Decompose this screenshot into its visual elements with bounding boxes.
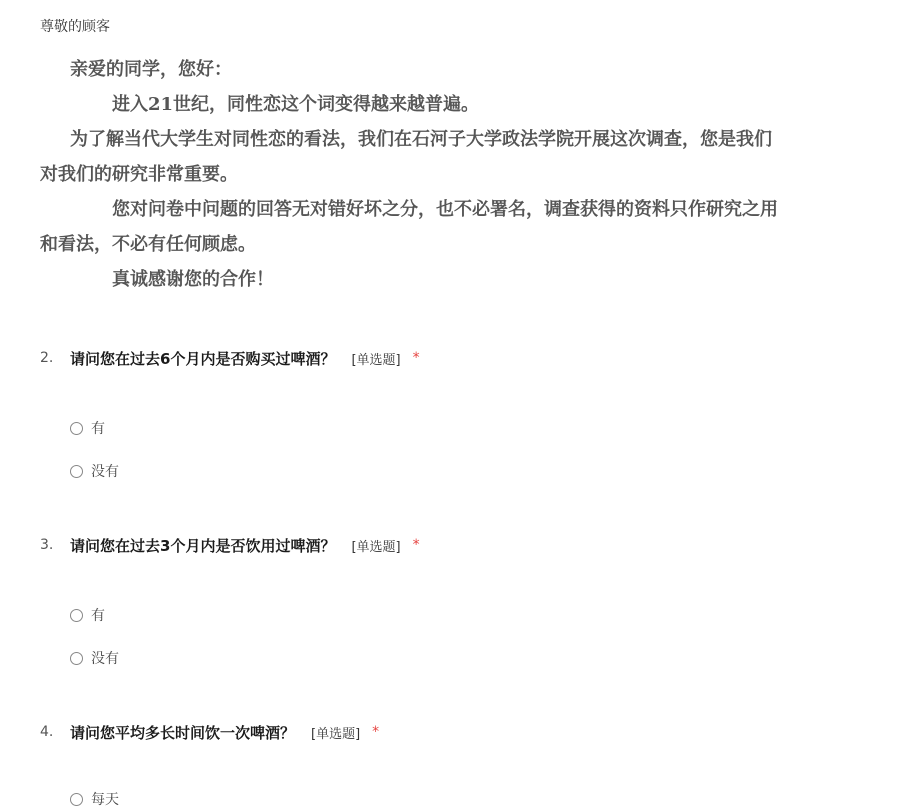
question-type-label: [单选题] — [351, 352, 401, 368]
question-number: 4. — [40, 724, 54, 740]
intro-paragraph-line: 和看法，不必有任何顾虑。 — [40, 234, 256, 255]
question-title — [40, 347, 880, 369]
required-marker: * — [372, 724, 380, 740]
survey-intro — [40, 52, 900, 297]
required-marker: * — [412, 537, 420, 553]
option-label: 没有 — [91, 464, 119, 480]
radio-button[interactable] — [70, 422, 83, 435]
option-label: 有 — [91, 421, 105, 437]
intro-paragraph-line: 对我们的研究非常重要。 — [40, 164, 238, 185]
question-type-label: [单选题] — [351, 539, 401, 555]
option-q2-yes[interactable] — [70, 418, 105, 438]
intro-paragraph-line: 为了解当代大学生对同性恋的看法，我们在石河子大学政法学院开展这次调查，您是我们 — [70, 129, 772, 150]
intro-thanks: 真诚感谢您的合作！ — [112, 269, 274, 290]
radio-button[interactable] — [70, 652, 83, 665]
intro-paragraph-line: 您对问卷中问题的回答无对错好坏之分，也不必署名，调查获得的资料只作研究之用 — [112, 199, 778, 220]
intro-salutation: 亲爱的同学，您好： — [70, 59, 232, 80]
question-text: 请问您平均多长时间饮一次啤酒？ — [70, 723, 296, 742]
question-3 — [40, 534, 880, 667]
question-number: 3. — [40, 537, 54, 553]
option-label: 有 — [91, 608, 105, 624]
greeting-text: 尊敬的顾客 — [40, 19, 110, 35]
option-label: 没有 — [91, 651, 119, 667]
radio-button[interactable] — [70, 609, 83, 622]
option-q4-daily[interactable] — [70, 789, 119, 809]
question-number: 2. — [40, 350, 54, 366]
option-q2-no[interactable] — [70, 461, 119, 481]
intro-paragraph-line: 进入21世纪，同性恋这个词变得越来越普遍。 — [112, 94, 480, 115]
required-marker: * — [412, 350, 420, 366]
question-title — [40, 534, 880, 556]
option-q3-no[interactable] — [70, 648, 119, 668]
option-label: 每天 — [91, 792, 119, 808]
radio-button[interactable] — [70, 465, 83, 478]
option-q3-yes[interactable] — [70, 605, 105, 625]
question-text: 请问您在过去6个月内是否购买过啤酒？ — [70, 349, 336, 368]
question-text: 请问您在过去3个月内是否饮用过啤酒？ — [70, 536, 336, 555]
question-2 — [40, 347, 880, 480]
question-4 — [40, 721, 880, 808]
question-title — [40, 721, 880, 743]
question-type-label: [单选题] — [311, 726, 361, 742]
radio-button[interactable] — [70, 793, 83, 806]
